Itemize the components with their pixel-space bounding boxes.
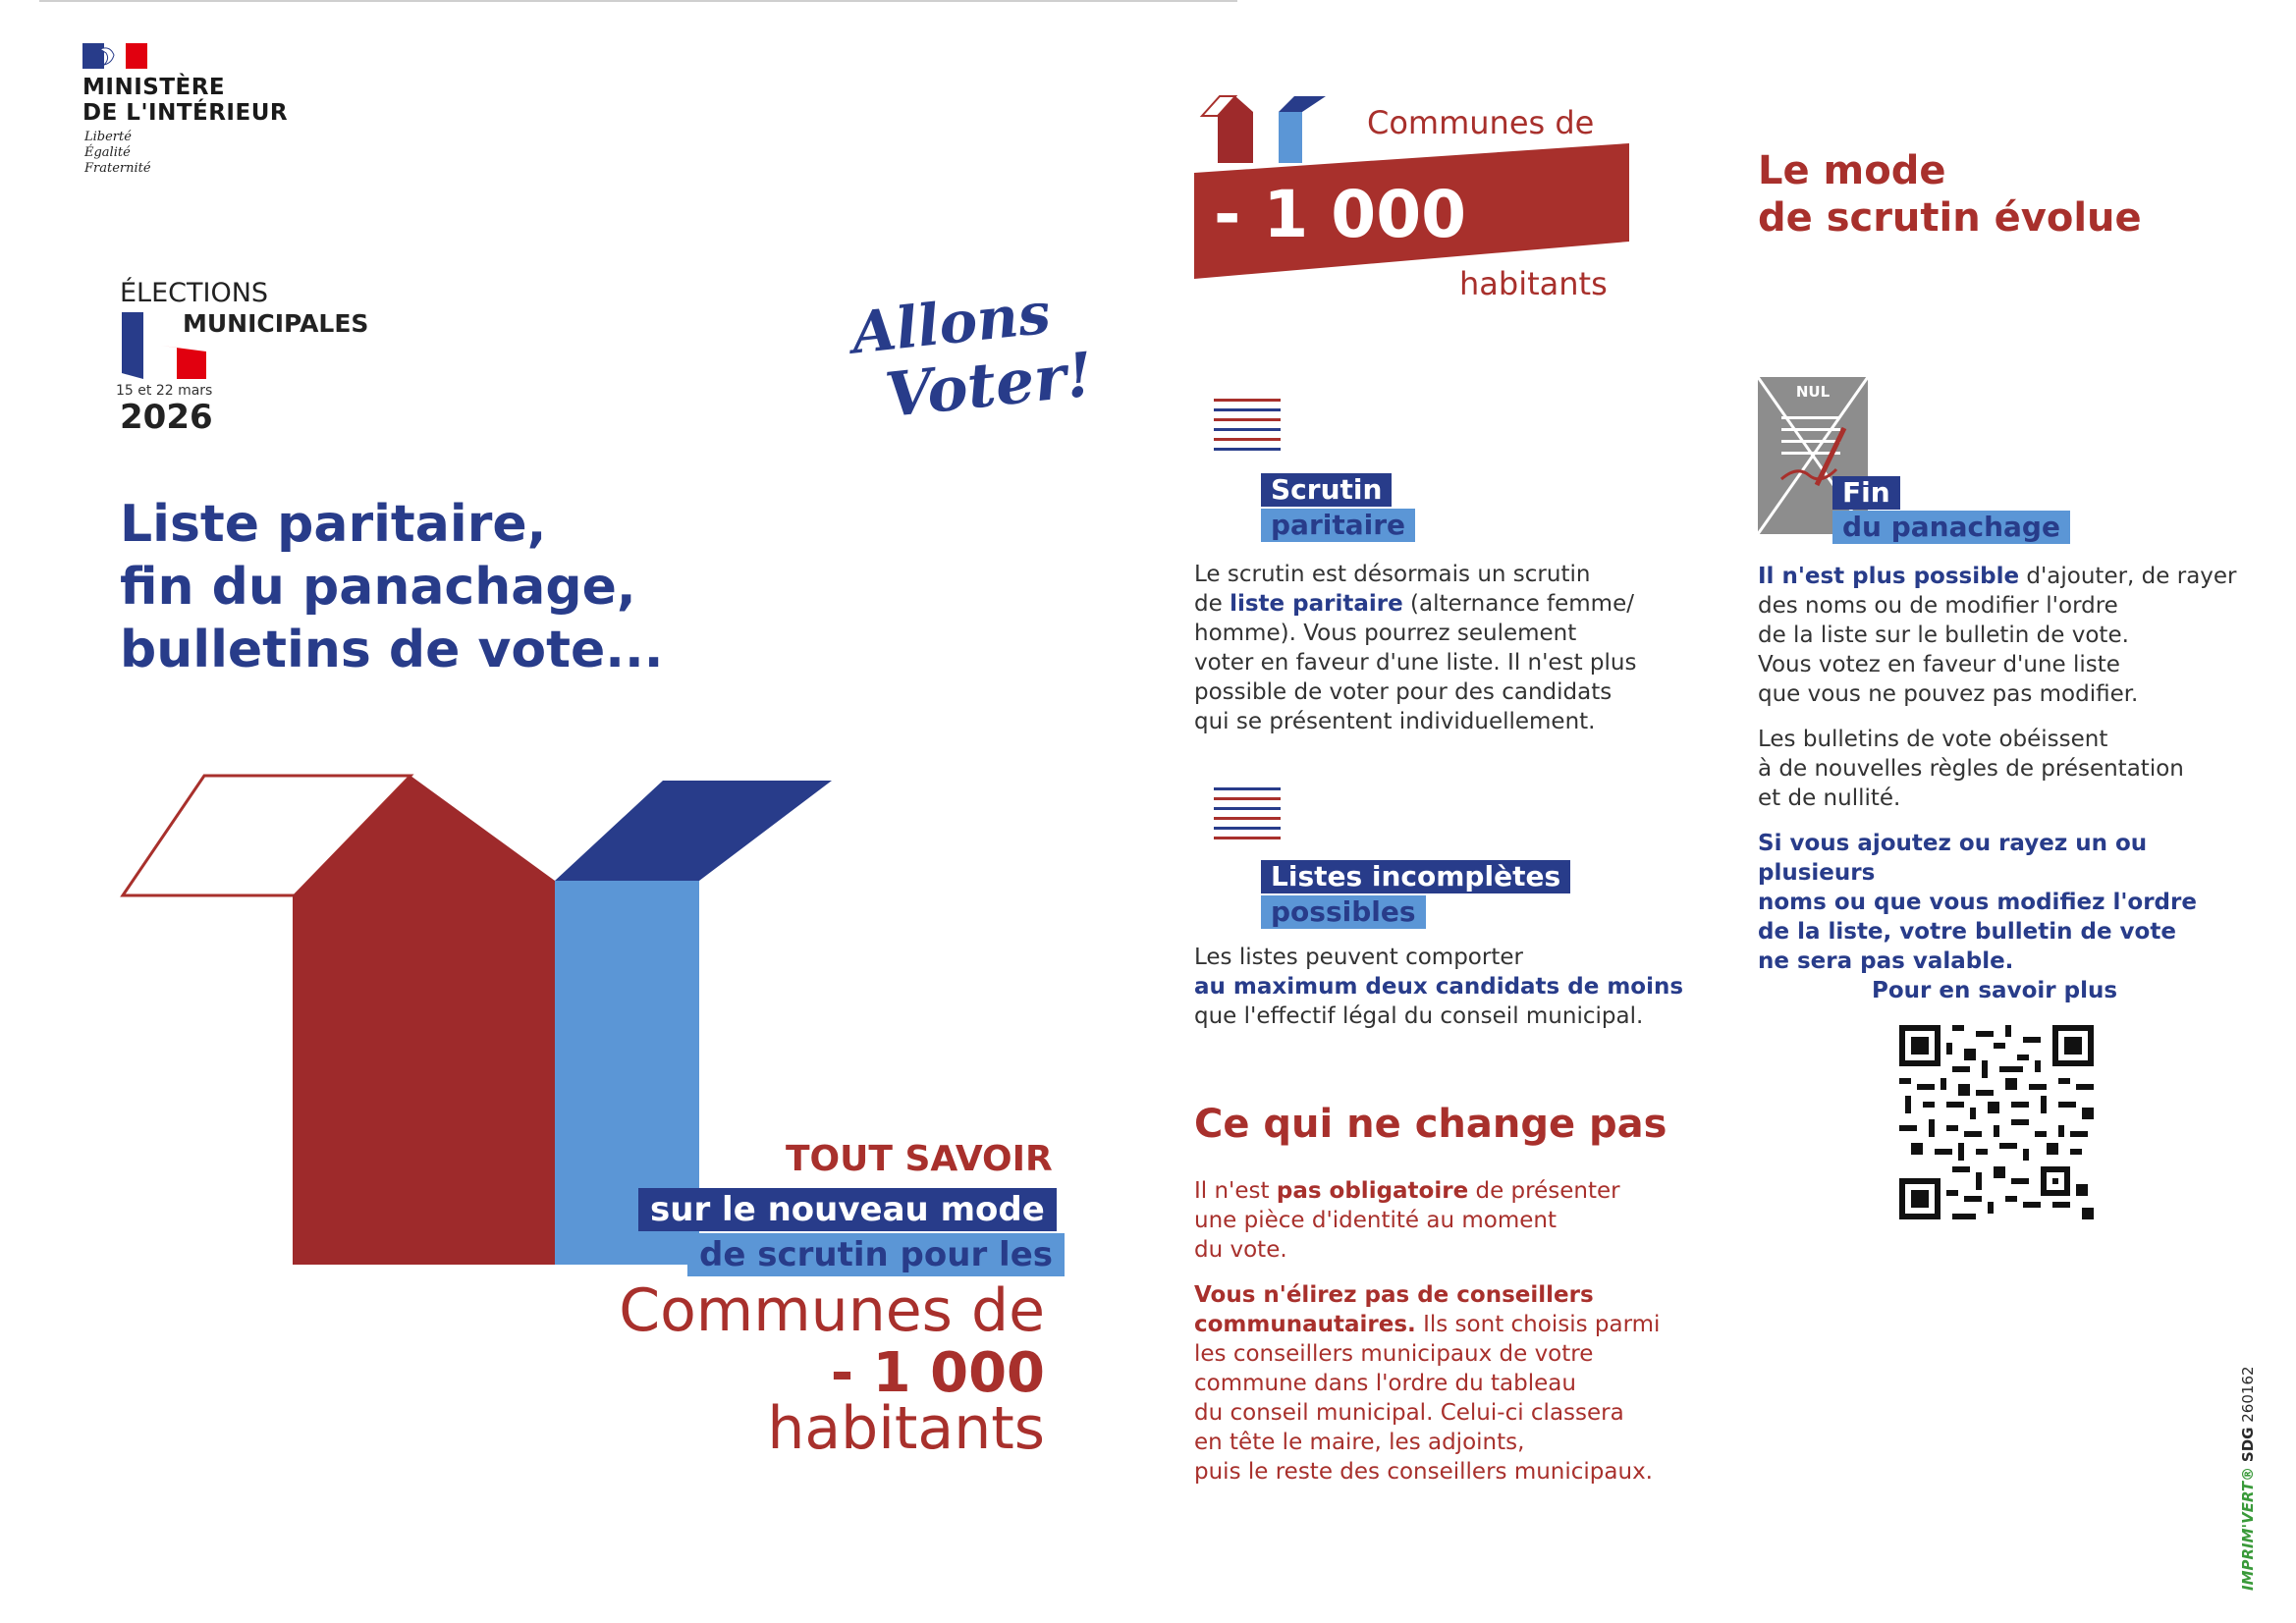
ministry-name-line2: DE L'INTÉRIEUR: [82, 100, 289, 126]
headline-line3: bulletins de vote...: [120, 621, 664, 679]
mid-habitants: habitants: [1459, 265, 1608, 302]
scrutin-tag-line2: paritaire: [1261, 509, 1415, 542]
list-lines-icon-2: [1214, 785, 1281, 842]
listes-tag-line1: Listes incomplètes: [1261, 860, 1570, 893]
scrutin-text: Le scrutin est désormais un scrutin de liste paritaire (alternance femme/ homme). Vous pourrez seulement voter en faveur d'une liste. Il n'est plus possible de voter pour des candidats qui se présentent individuellement.: [1194, 562, 1637, 734]
list-lines-icon: [1214, 397, 1281, 454]
ne-change-p2: Vous n'élirez pas de conseillers communautaires. Ils sont choisis parmi les conseillers municipaux de votre commune dans l'ordre du tableau du conseil municipal. Celui-ci classera en tête le maire, les adjoints, puis le reste des conseillers municipaux.: [1194, 1282, 1661, 1485]
elections-year: 2026: [120, 398, 213, 437]
motto-egalite: Égalité: [84, 145, 131, 160]
warning-text: Si vous ajoutez ou rayez un ou plusieurs noms ou que vous modifiez l'ordre de la liste, votre bulletin de vote ne sera pas valable.: [1758, 831, 2197, 974]
headline: [120, 493, 664, 681]
qr-title: Pour en savoir plus: [1872, 978, 2118, 1003]
cover-communes-de: Communes de: [619, 1276, 1045, 1345]
mode-scrutin-title: Le mode de scrutin évolue: [1758, 148, 2142, 241]
ministry-name-line1: MINISTÈRE: [82, 75, 226, 100]
cover-band-2: de scrutin pour les: [687, 1233, 1065, 1276]
mid-communes-de: Communes de: [1367, 104, 1595, 141]
imprim-vert-mark: IMPRIM'VERT® SDG 260162: [2239, 1366, 2257, 1591]
ne-change-p1: Il n'est pas obligatoire de présenter une pièce d'identité au moment du vote.: [1194, 1178, 1620, 1263]
motto-liberte: Liberté: [84, 130, 132, 144]
headline-line2: fin du panachage,: [120, 558, 636, 617]
mid-number: - 1 000: [1214, 177, 1467, 252]
svg-text:Allons: Allons: [848, 279, 1054, 367]
ne-change-pas-title: Ce qui ne change pas: [1194, 1102, 1667, 1147]
fin-panachage-text: Il n'est plus possible d'ajouter, de rayer des noms ou de modifier l'ordre de la liste sur le bulletin de vote. Vous votez en faveur d'une liste que vous ne pouvez pas modifier.: [1758, 564, 2237, 707]
svg-text:Voter!: Voter!: [882, 338, 1097, 432]
cover-habitants: habitants: [767, 1394, 1045, 1463]
fin-tag-line1: Fin: [1832, 476, 1900, 510]
cover-number: - 1 000: [830, 1341, 1045, 1405]
listes-tag-line2: possibles: [1261, 895, 1426, 929]
elections-date: 15 et 22 mars: [116, 383, 213, 399]
headline-line1: Liste paritaire,: [120, 495, 547, 554]
marianne-logo-icon: [82, 43, 147, 69]
tout-savoir-title: TOUT SAVOIR: [786, 1139, 1053, 1179]
allons-voter-logo: [847, 279, 1097, 432]
motto-fraternite: Fraternité: [84, 161, 151, 176]
elections-label: ÉLECTIONS: [120, 278, 269, 308]
fin-tag-line2: du panachage: [1832, 511, 2070, 544]
nul-label: NUL: [1795, 383, 1831, 401]
bulletins-text: Les bulletins de vote obéissent à de nouvelles règles de présentation et de nullité.: [1758, 727, 2184, 811]
listes-text: Les listes peuvent comporter au maximum deux candidats de moins que l'effectif légal du conseil municipal.: [1194, 945, 1684, 1029]
elections-municipales: MUNICIPALES: [183, 309, 369, 338]
scan-edge-line: [39, 0, 1237, 2]
cover-band-1: sur le nouveau mode: [638, 1188, 1057, 1231]
qr-code[interactable]: [1899, 1025, 2094, 1219]
scrutin-tag-line1: Scrutin: [1261, 473, 1392, 507]
